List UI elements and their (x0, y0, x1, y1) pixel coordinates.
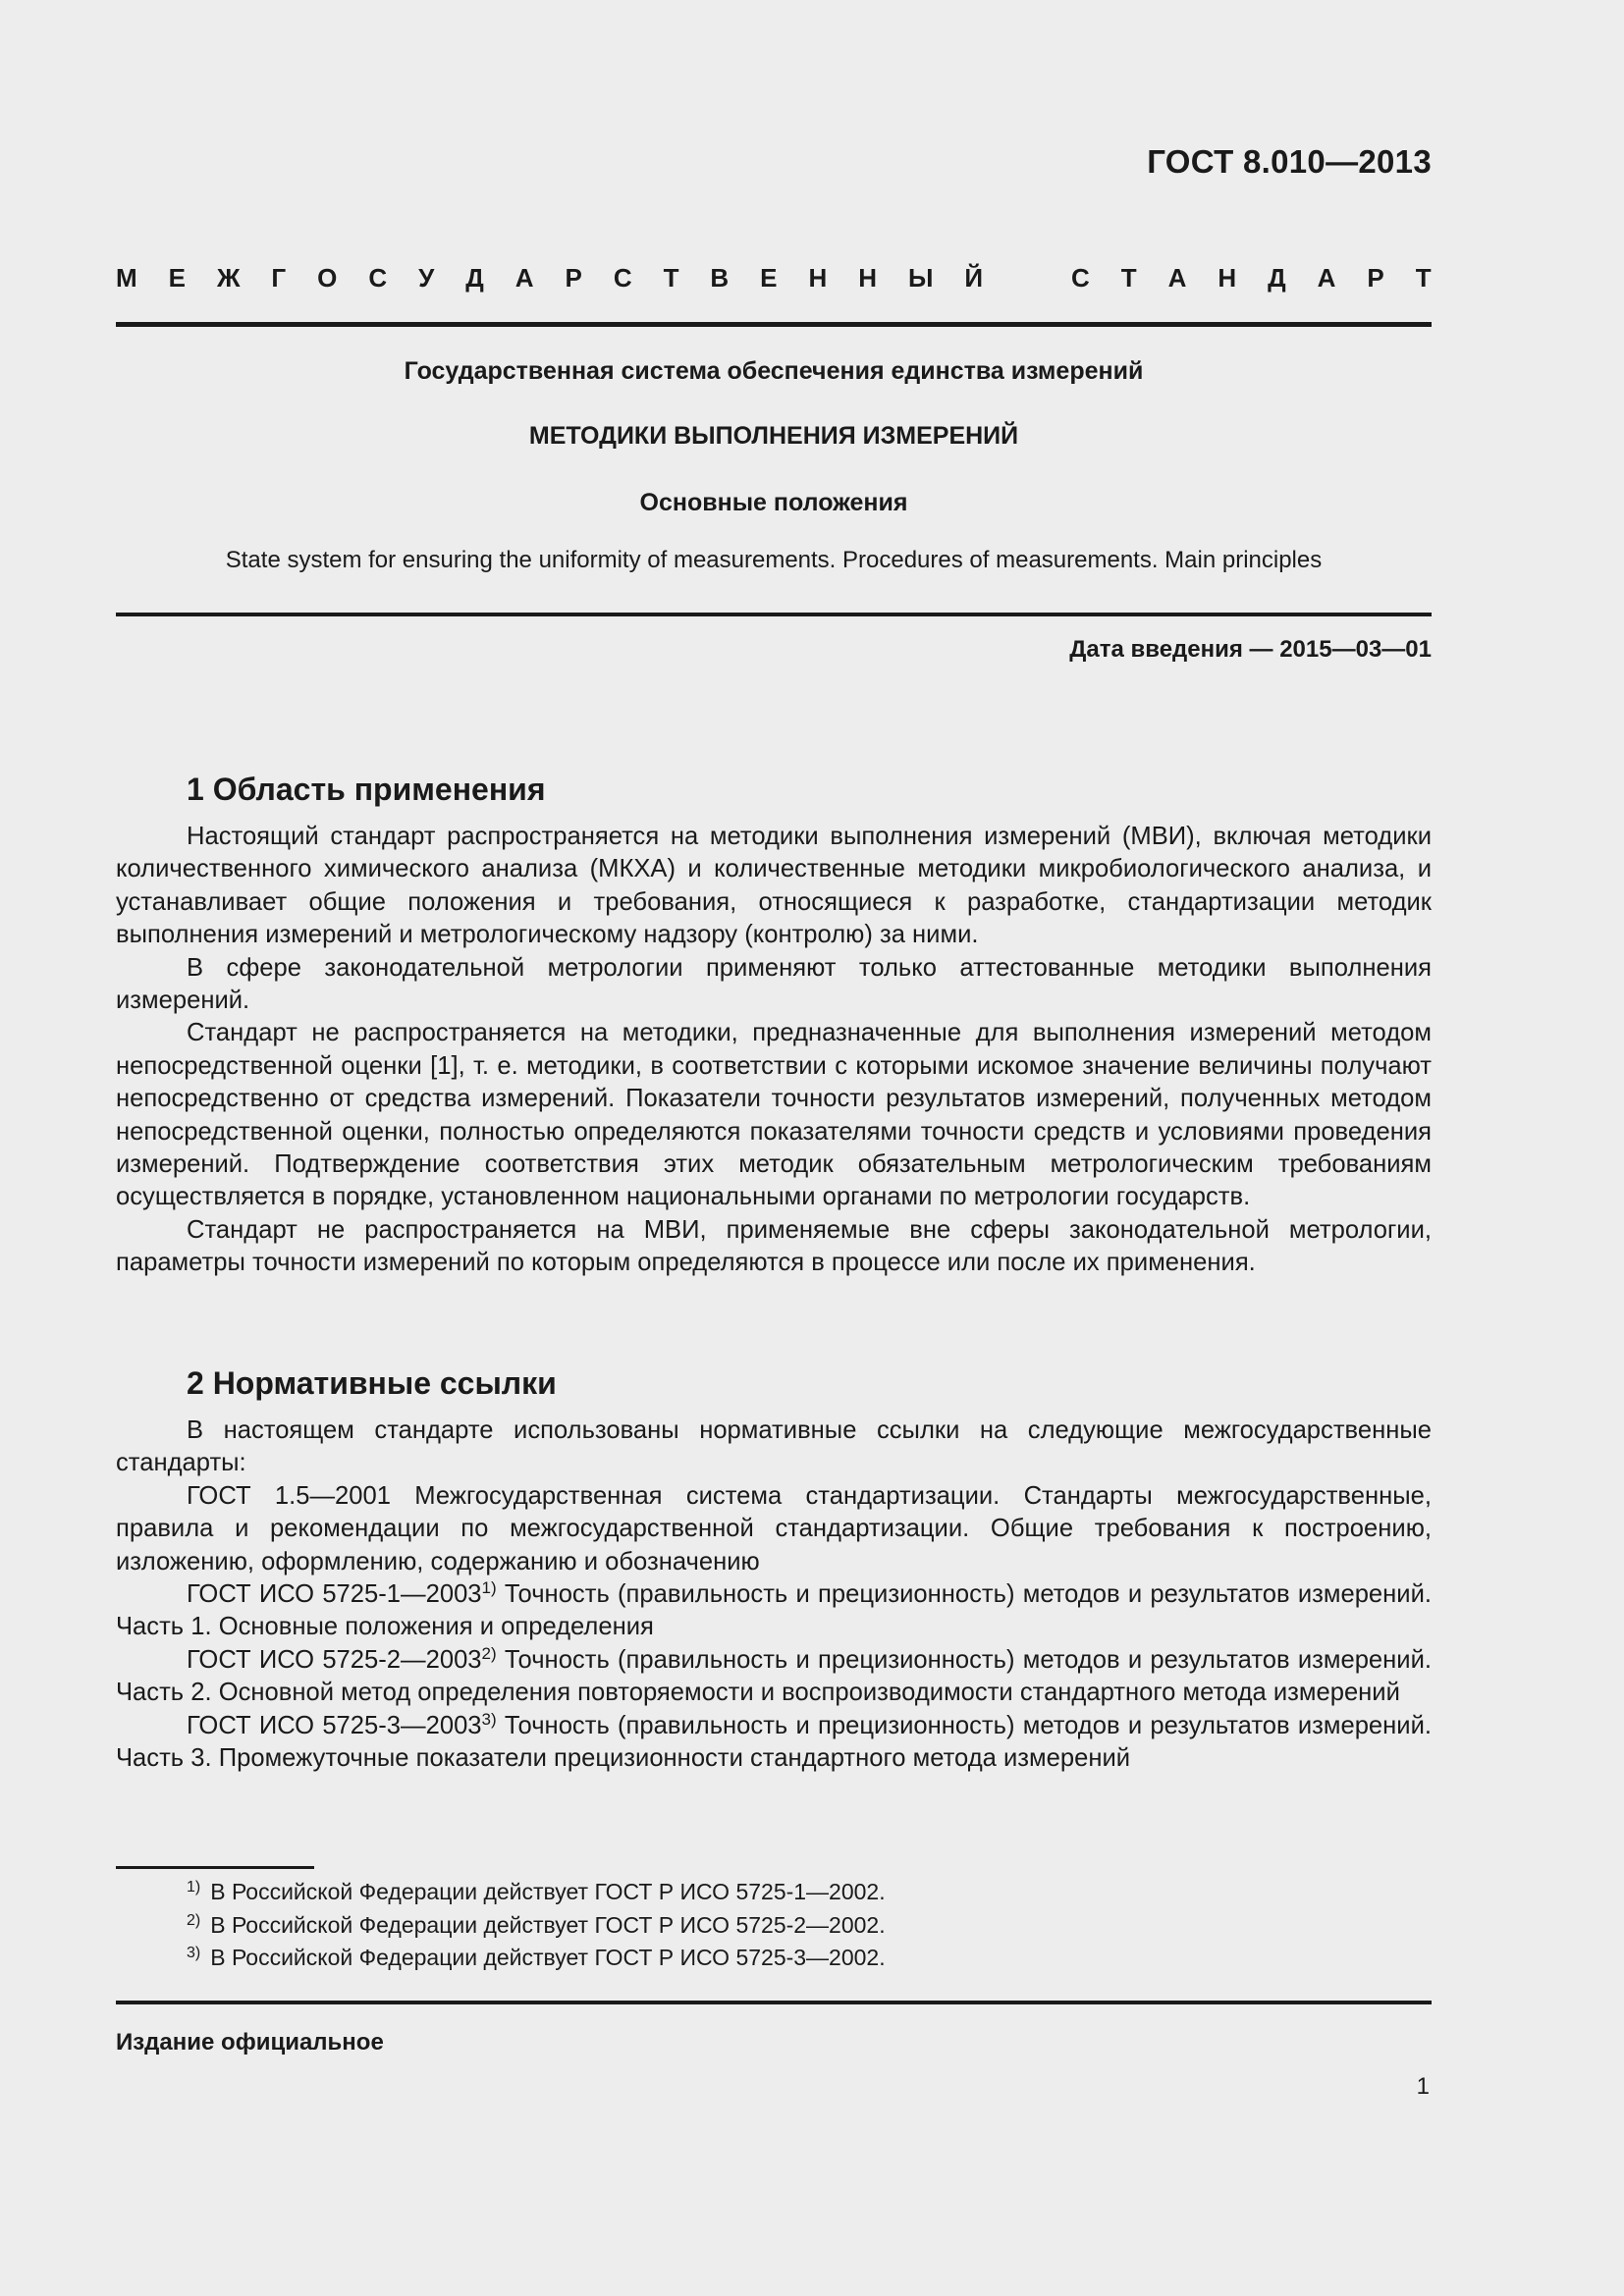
banner-letter: Е (760, 263, 778, 293)
footnote-number: 3) (187, 1945, 201, 1961)
page-number: 1 (1416, 2073, 1430, 2100)
banner-letter: У (418, 263, 435, 293)
system-title: Государственная система обеспечения единства измерений (404, 357, 1144, 385)
banner-letter: Д (465, 263, 484, 293)
reference-code: ГОСТ ИСО 5725-1—2003 (187, 1580, 482, 1609)
banner-letter: Р (565, 263, 582, 293)
reference-title: Точность (правильность и прецизионность) методов и результатов измерений. Часть 2. Основной метод определения повторяемости и воспроизводимости стандартного метода измерений (116, 1645, 1433, 1707)
reference-title: Точность (правильность и прецизионность) методов и результатов измерений. Часть 1. Основные положения и определения (116, 1580, 1433, 1641)
banner-letter: В (710, 263, 730, 293)
banner-letter: Е (168, 263, 186, 293)
paragraph: В настоящем стандарте использованы нормативные ссылки на следующие межгосударственные стандарты: (116, 1416, 1432, 1477)
section-heading: 1 Область применения (187, 772, 546, 807)
english-title: State system for ensuring the uniformity of measurements. Procedures of measurements. Main principles (225, 547, 1323, 573)
footnote-mark[interactable]: 2) (481, 1643, 497, 1663)
footnote-divider (116, 1866, 314, 1869)
section-heading: 2 Нормативные ссылки (187, 1365, 557, 1401)
banner-letter: Т (1120, 263, 1137, 293)
banner-letter: О (317, 263, 338, 293)
reference-item (116, 1578, 1432, 1644)
banner-letter: Д (1268, 263, 1286, 293)
reference-code: ГОСТ ИСО 5725-3—2003 (187, 1711, 482, 1739)
banner-letter: Н (858, 263, 878, 293)
footnote-number: 1) (187, 1879, 201, 1896)
banner-letter: А (1167, 263, 1187, 293)
paragraph: В сфере законодательной метрологии применяют только аттестованные методики выполнения измерений. (116, 953, 1432, 1015)
banner-letter: Н (1218, 263, 1237, 293)
banner-letter: Ы (907, 263, 934, 293)
banner-letter: Ж (216, 263, 241, 293)
document-code: ГОСТ 8.010—2013 (1147, 143, 1432, 180)
title-divider (116, 613, 1432, 616)
section-normative-references (116, 1363, 1432, 1775)
official-edition-label: Издание официальное (116, 2029, 384, 2056)
footnote (187, 1942, 886, 1975)
document-subtitle: Основные положения (639, 489, 908, 516)
paragraph: Стандарт не распространяется на методики, предназначенные для выполнения измерений методом непосредственной оценки [1], т. е. методики, в соответствии с которыми искомое значение величины получают непосредственно от средства измерений. Показатели точности результатов измерений, полученных методом непосредственной оценки, полностью определяются показателями точности средств и условиями проведения измерений. Подтверждение соответствия этих методик обязательным метрологическим требованиям осуществляется в порядке, установленном национальными органами по метрологии государств. (116, 1019, 1432, 1211)
banner-letter: Г (271, 263, 287, 293)
footnote-number: 2) (187, 1911, 201, 1929)
banner-letter: С (368, 263, 388, 293)
reference-item (116, 1644, 1432, 1710)
header-divider (116, 322, 1432, 327)
banner-letter: Н (808, 263, 828, 293)
paragraph: Настоящий стандарт распространяется на методики выполнения измерений (МВИ), включая методики количественного химического анализа (МКХА) и количественные методики микробиологического анализа, и устанавливает общие положения и требования, относящиеся к разработке, стандартизации методик выполнения измерений и метрологическому надзору (контролю) за ними. (116, 823, 1432, 949)
reference-item (116, 1710, 1432, 1776)
banner-letter: Р (1367, 263, 1384, 293)
banner-letter: Т (663, 263, 679, 293)
footnote-text: В Российской Федерации действует ГОСТ Р ИСО 5725-3—2002. (210, 1945, 886, 1970)
footnote-text: В Российской Федерации действует ГОСТ Р ИСО 5725-2—2002. (210, 1911, 886, 1938)
footer-divider (116, 2001, 1432, 2004)
banner-letter: Т (1415, 263, 1432, 293)
footnote (187, 1876, 886, 1909)
footnotes (187, 1876, 886, 1975)
footnote-mark[interactable]: 1) (481, 1578, 497, 1598)
section-scope (116, 770, 1432, 1280)
footnote (187, 1909, 886, 1943)
footnote-text: В Российской Федерации действует ГОСТ Р ИСО 5725-1—2002. (210, 1879, 886, 1904)
reference-code: ГОСТ 1.5—2001 (187, 1481, 391, 1510)
banner-letter: А (514, 263, 534, 293)
document-title: МЕТОДИКИ ВЫПОЛНЕНИЯ ИЗМЕРЕНИЙ (528, 422, 1019, 450)
banner-letter: С (613, 263, 632, 293)
reference-title: Точность (правильность и прецизионность) методов и результатов измерений. Часть 3. Промежуточные показатели прецизионности стандартного метода измерений (116, 1711, 1433, 1773)
banner-letter: С (1071, 263, 1090, 293)
banner-letter: Й (964, 263, 984, 293)
banner-letter: М (116, 263, 137, 293)
introduction-date: Дата введения — 2015—03—01 (1069, 636, 1432, 663)
banner-letter: А (1317, 263, 1336, 293)
reference-item (116, 1480, 1432, 1578)
footnote-mark[interactable]: 3) (481, 1709, 497, 1729)
banner-gap (1014, 263, 1040, 294)
standard-type-banner (116, 263, 1432, 294)
paragraph: Стандарт не распространяется на МВИ, применяемые вне сферы законодательной метрологии, параметры точности измерений по которым определяются в процессе или после их применения. (116, 1215, 1432, 1277)
reference-code: ГОСТ ИСО 5725-2—2003 (187, 1645, 482, 1674)
reference-title: Межгосударственная система стандартизации. Стандарты межгосударственные, правила и рекомендации по межгосударственной стандартизации. Общие требования к построению, изложению, оформлению, содержанию и обозначению (116, 1481, 1432, 1575)
